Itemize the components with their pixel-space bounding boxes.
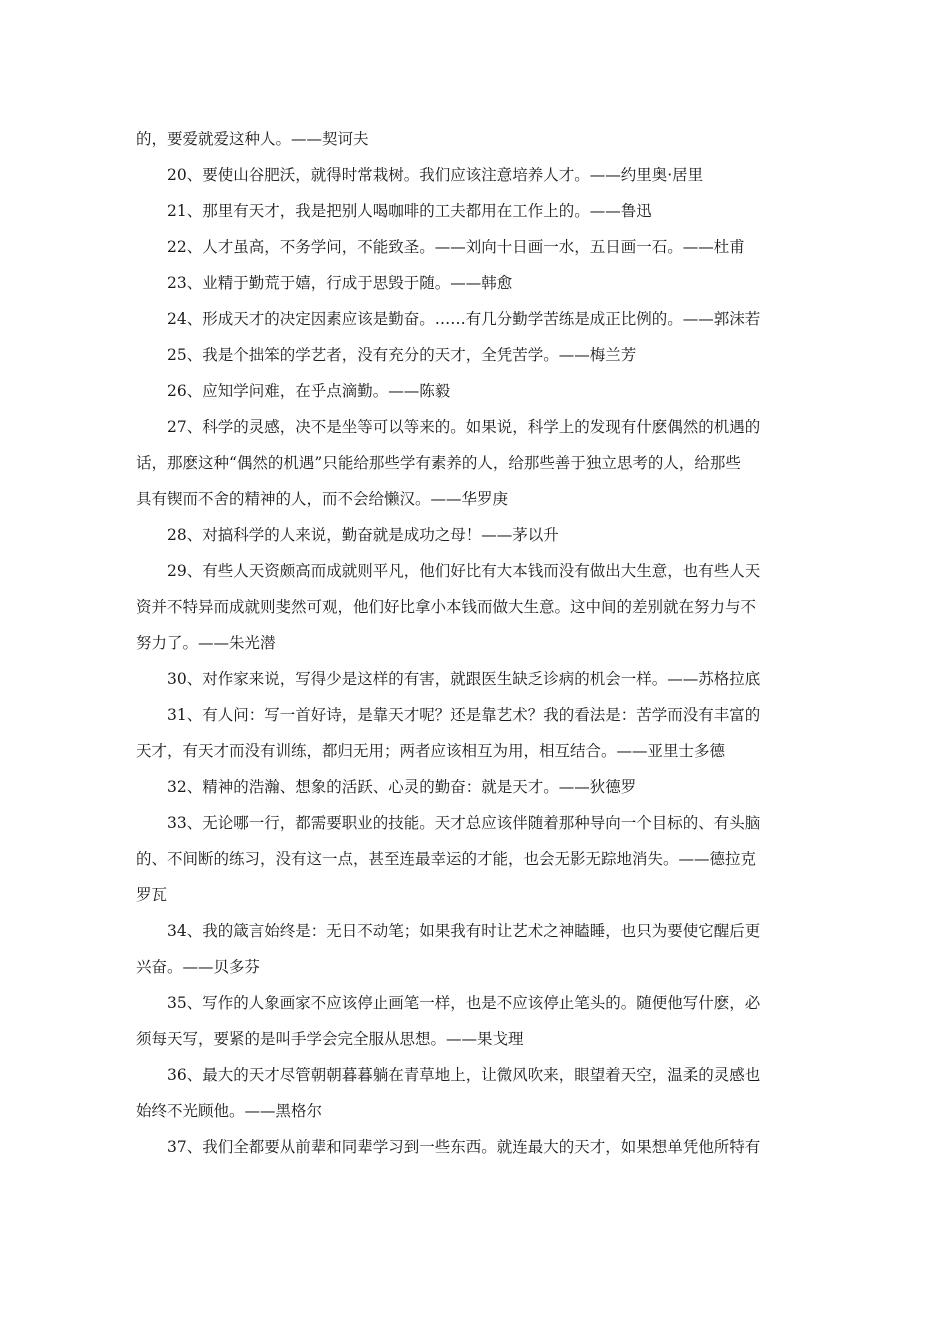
text-line: 29、有些人天资颇高而成就则平凡，他们好比有大本钱而没有做出大生意，也有些人天 (167, 562, 761, 580)
text-line: 话，那麽这种“偶然的机遇”只能给那些学有素养的人，给那些善于独立思考的人，给那些 (136, 454, 741, 472)
text-line: 33、无论哪一行，都需要职业的技能。天才总应该伴随着那种导向一个目标的、有头脑 (167, 814, 761, 832)
text-line: 的、不间断的练习，没有这一点，甚至连最幸运的才能，也会无影无踪地消失。——德拉克 (136, 850, 757, 868)
text-line: 22、人才虽高，不务学问，不能致圣。——刘向十日画一水，五日画一石。——杜甫 (167, 238, 745, 256)
text-line: 26、应知学问难，在乎点滴勤。——陈毅 (167, 382, 451, 400)
text-line: 36、最大的天才尽管朝朝暮暮躺在青草地上，让微风吹来，眼望着天空，温柔的灵感也 (167, 1066, 761, 1084)
text-line: 37、我们全都要从前辈和同辈学习到一些东西。就连最大的天才，如果想单凭他所特有 (167, 1138, 761, 1156)
text-line: 资并不特异而成就则斐然可观，他们好比拿小本钱而做大生意。这中间的差别就在努力与不 (136, 598, 757, 616)
quote-text (136, 121, 814, 1165)
text-line: 始终不光顾他。——黑格尔 (136, 1102, 323, 1120)
text-line: 21、那里有天才，我是把别人喝咖啡的工夫都用在工作上的。——鲁迅 (167, 202, 652, 220)
text-line: 31、有人问：写一首好诗，是靠天才呢？还是靠艺术？我的看法是：苦学而没有丰富的 (167, 706, 761, 724)
text-line: 34、我的箴言始终是：无日不动笔；如果我有时让艺术之神瞌睡，也只为要使它醒后更 (167, 922, 761, 940)
text-line: 兴奋。——贝多芬 (136, 958, 261, 976)
text-line: 28、对搞科学的人来说，勤奋就是成功之母！——茅以升 (167, 526, 559, 544)
text-line: 须每天写，要紧的是叫手学会完全服从思想。——果戈理 (136, 1030, 524, 1048)
document-body (136, 121, 814, 1165)
text-line: 努力了。——朱光潜 (136, 634, 276, 652)
text-line: 35、写作的人象画家不应该停止画笔一样，也是不应该停止笔头的。随便他写什麽，必 (167, 994, 761, 1012)
text-line: 罗瓦 (136, 886, 168, 904)
text-line: 24、形成天才的决定因素应该是勤奋。……有几分勤学苦练是成正比例的。——郭沫若 (167, 310, 761, 328)
text-line: 27、科学的灵感，决不是坐等可以等来的。如果说，科学上的发现有什麽偶然的机遇的 (167, 418, 761, 436)
text-line: 的，要爱就爱这种人。——契诃夫 (136, 130, 369, 148)
text-line: 32、精神的浩瀚、想象的活跃、心灵的勤奋：就是天才。——狄德罗 (167, 778, 637, 796)
text-line: 25、我是个拙笨的学艺者，没有充分的天才，全凭苦学。——梅兰芳 (167, 346, 637, 364)
text-line: 天才，有天才而没有训练，都归无用；两者应该相互为用，相互结合。——亚里士多德 (136, 742, 726, 760)
text-line: 具有锲而不舍的精神的人，而不会给懒汉。——华罗庚 (136, 490, 509, 508)
text-line: 30、对作家来说，写得少是这样的有害，就跟医生缺乏诊病的机会一样。——苏格拉底 (167, 670, 761, 688)
text-line: 20、要使山谷肥沃，就得时常栽树。我们应该注意培养人才。——约里奥·居里 (167, 166, 704, 184)
text-line: 23、业精于勤荒于嬉，行成于思毁于随。——韩愈 (167, 274, 513, 292)
